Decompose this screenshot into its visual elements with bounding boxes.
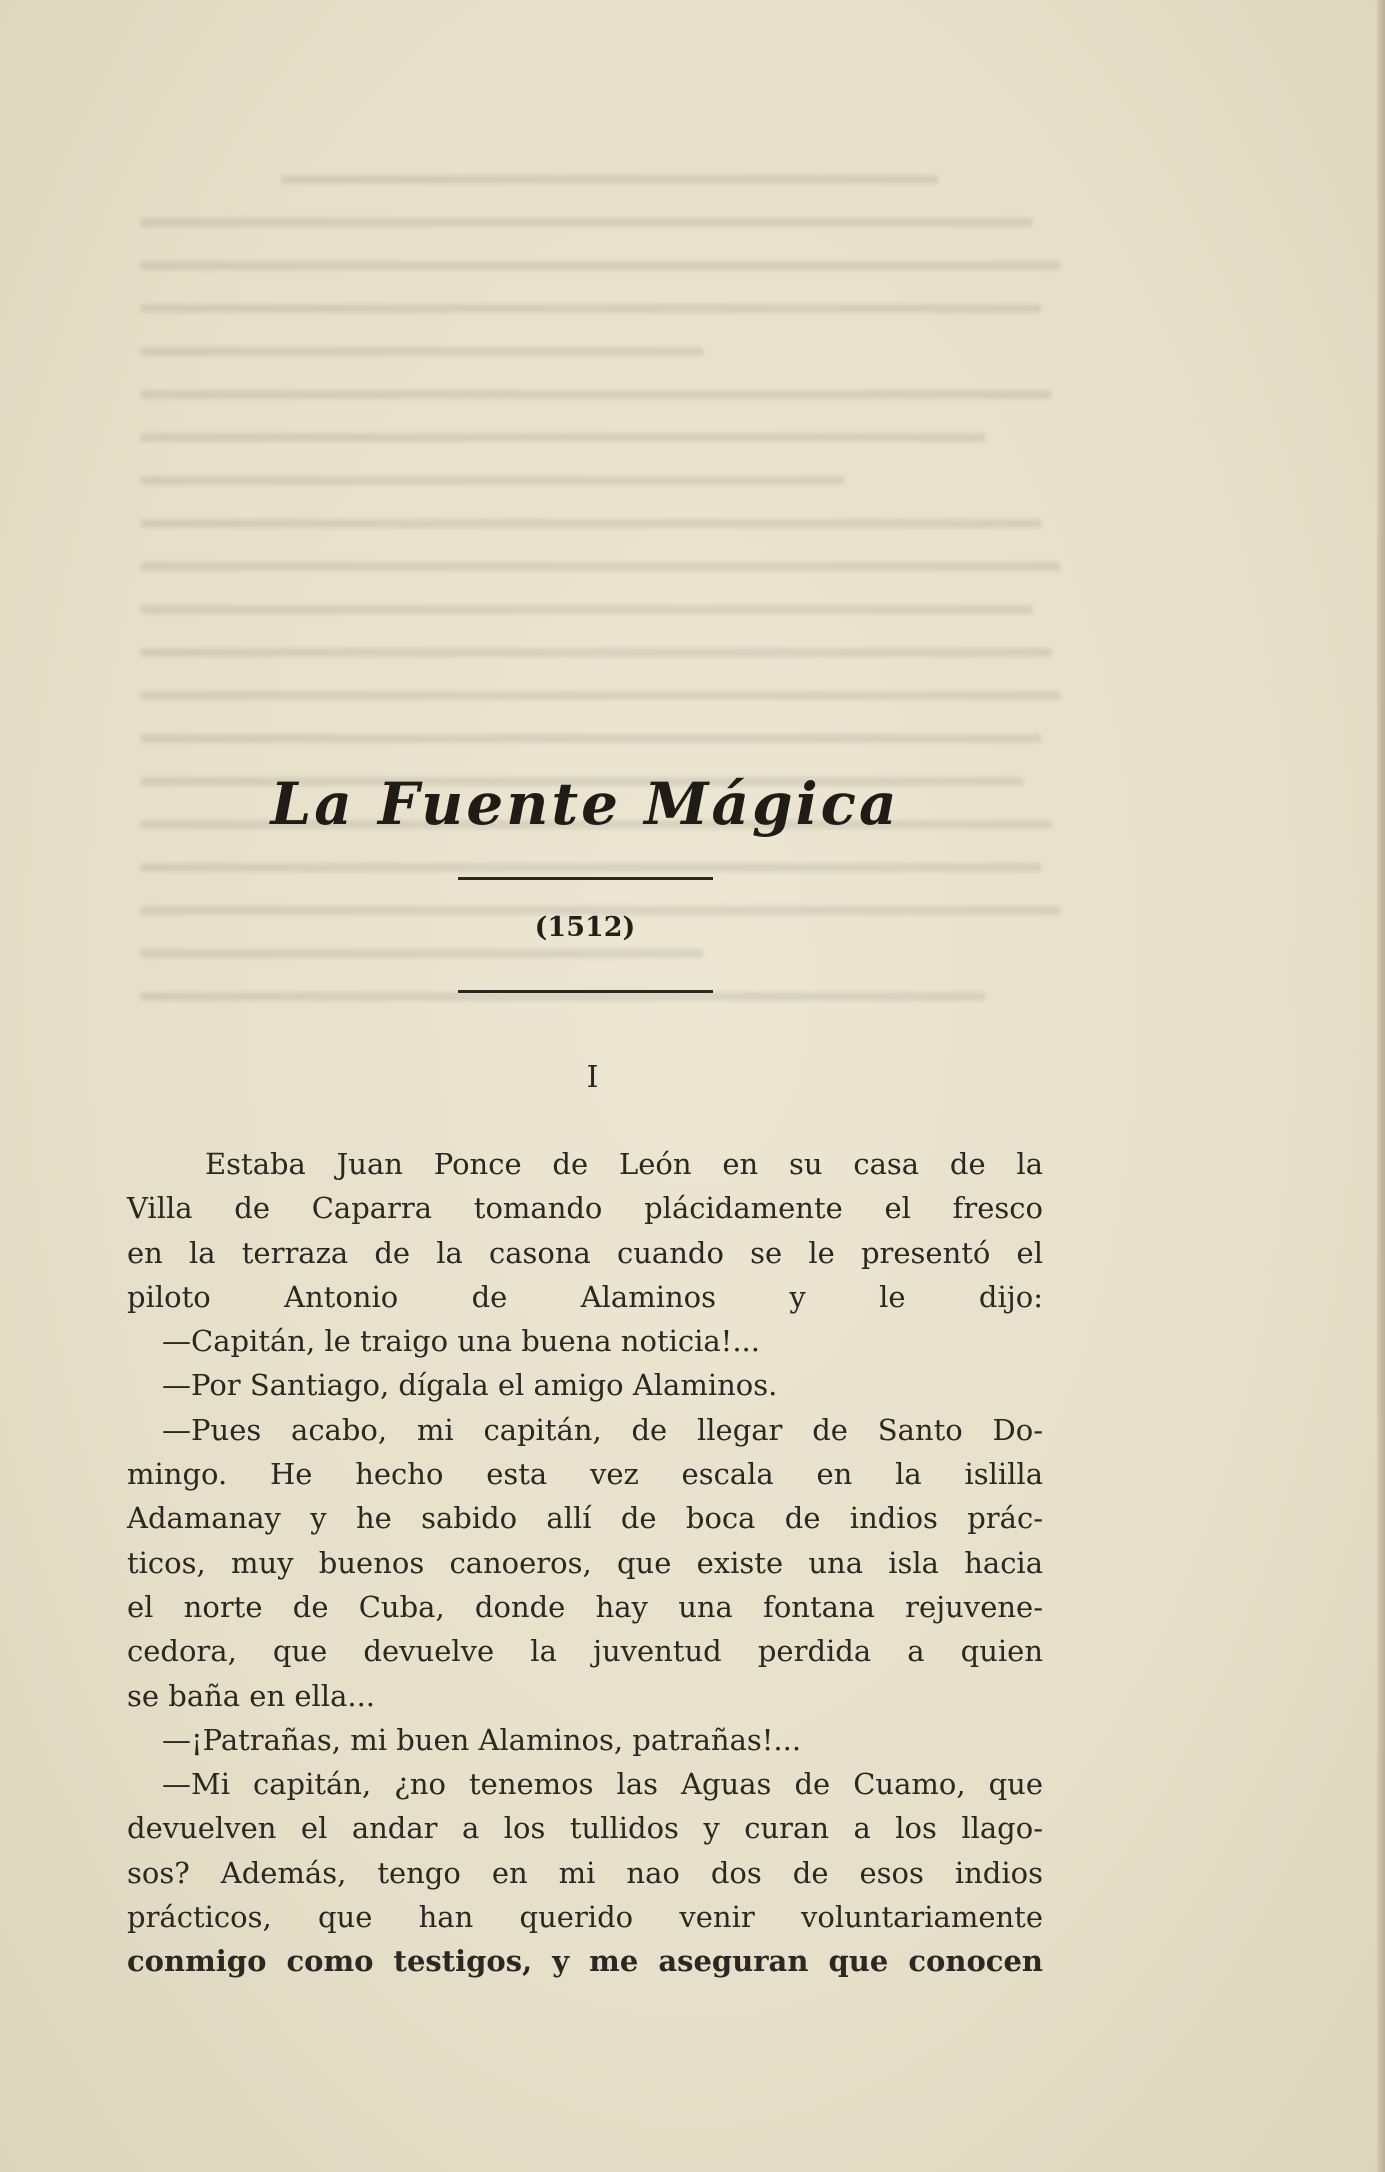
text-line: —Capitán, le traigo una buena noticia!... — [162, 1324, 760, 1359]
text-line: piloto Antonio de Alaminos y le dijo: — [127, 1279, 1043, 1314]
page-edge — [1377, 0, 1385, 2172]
text-line: mingo. He hecho esta vez escala en la islilla — [127, 1457, 1043, 1492]
text-line: —Pues acabo, mi capitán, de llegar de Santo Do- — [162, 1412, 1043, 1447]
text-line: cedora, que devuelve la juventud perdida a quien — [127, 1634, 1043, 1669]
text-line: devuelven el andar a los tullidos y curan a los llago- — [127, 1811, 1043, 1846]
text-line: se baña en ella... — [127, 1678, 376, 1713]
section-number: I — [586, 1060, 599, 1095]
title-rule-top — [458, 877, 713, 880]
text-line: en la terraza de la casona cuando se le presentó el — [127, 1235, 1043, 1270]
title-rule-bottom — [458, 990, 713, 993]
text-line: —¡Patrañas, mi buen Alaminos, patrañas!... — [162, 1722, 802, 1757]
text-line: sos? Además, tengo en mi nao dos de esos indios — [127, 1855, 1043, 1890]
text-line: conmigo como testigos, y me aseguran que conocen — [127, 1944, 1043, 1979]
body-text — [127, 1142, 1043, 1984]
year-label: (1512) — [534, 912, 636, 943]
text-line: —Por Santiago, dígala el amigo Alaminos. — [162, 1368, 778, 1403]
text-line: Villa de Caparra tomando plácidamente el fresco — [127, 1191, 1043, 1226]
text-line: ticos, muy buenos canoeros, que existe una isla hacia — [127, 1545, 1043, 1580]
text-line: —Mi capitán, ¿no tenemos las Aguas de Cuamo, que — [162, 1767, 1043, 1802]
chapter-title: La Fuente Mágica — [270, 770, 900, 838]
text-line: prácticos, que han querido venir voluntariamente — [127, 1900, 1043, 1935]
text-line: Adamanay y he sabido allí de boca de indios prác- — [127, 1501, 1043, 1536]
bleed-through-text — [140, 175, 1080, 1115]
text-line: Estaba Juan Ponce de León en su casa de la — [205, 1147, 1043, 1181]
text-line: el norte de Cuba, donde hay una fontana rejuvene- — [127, 1589, 1043, 1624]
